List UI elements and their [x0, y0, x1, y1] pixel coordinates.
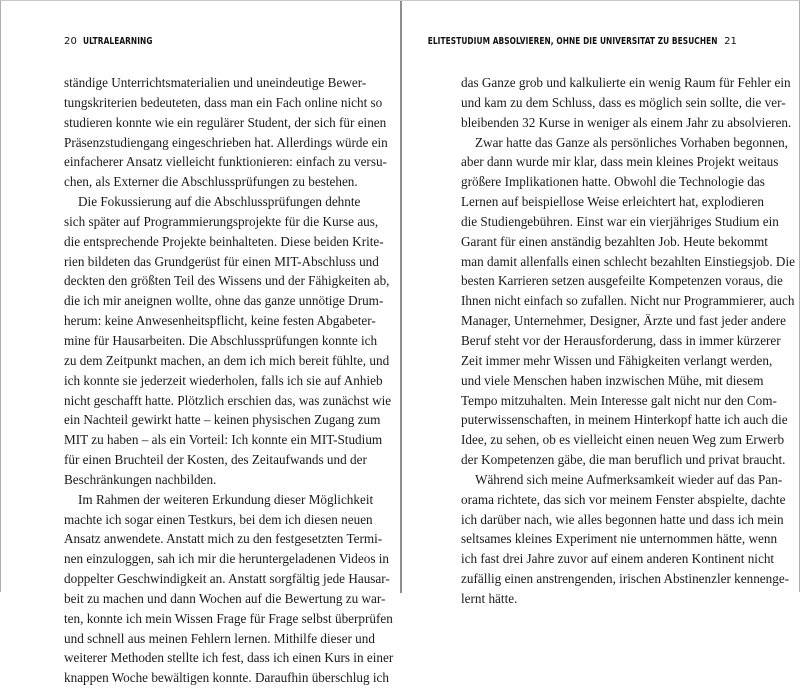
text-line: Während sich meine Aufmerksamkeit wieder auf das Pan-: [475, 471, 783, 487]
text-line: zufällig einen anstrengenden, irischen Abstinenzler kennenge-: [461, 571, 790, 587]
text-line: ich konnte sie jederzeit wiederholen, falls ich sie auf Anhieb: [64, 372, 383, 388]
text-line: einfacherer Ansatz vielleicht funktionieren: einfach zu versu-: [64, 154, 387, 170]
left-page-number: 20: [64, 36, 77, 47]
paragraph: [461, 73, 792, 133]
text-line: und viele Menschen haben inzwischen Mühe, mit diesem: [461, 372, 764, 388]
text-line: machte ich sogar einen Testkurs, bei dem ich diesen neuen: [64, 511, 373, 527]
text-line: mine für Hausarbeiten. Die Abschlussprüfungen konnte ich: [64, 332, 378, 348]
text-line: das Ganze grob und kalkulierte ein wenig Raum für Fehler ein: [461, 75, 791, 90]
text-line: orama richtete, das sich vor meinem Fenster abspielte, dachte: [461, 491, 786, 507]
text-line: rien bildeten das Grundgerüst für einen MIT-Abschluss und: [64, 253, 379, 269]
paragraph: [461, 133, 795, 470]
text-line: die entsprechende Projekte beinhalteten. Diese beiden Krite-: [64, 233, 384, 249]
text-line: Idee, zu sehen, ob es vielleicht einen neuen Weg zum Erwerb: [461, 432, 785, 448]
text-line: und schnell aus meinen Fehlern lernen. Mithilfe dieser und: [64, 630, 375, 646]
text-line: doppelter Geschwindigkeit an. Anstatt sorgfältig jede Hausar-: [64, 571, 390, 587]
text-line: Ihnen nicht einfach so zufallen. Nicht nur Programmierer, auch: [461, 293, 795, 309]
text-line: knappen Woche bewältigen konnte. Daraufhin überschlug ich: [64, 670, 389, 686]
left-page: [1, 1, 400, 686]
text-line: aber dann wurde mir klar, dass mein kleines Projekt weitaus: [461, 154, 779, 170]
text-line: ich fast drei Jahre zuvor auf einem anderen Kontinent nicht: [461, 551, 775, 567]
text-line: Manager, Unternehmer, Designer, Ärzte und fast jeder andere: [461, 313, 787, 329]
left-running-head: [64, 36, 172, 47]
text-line: seltsames kleines Experiment nie unternommen hätte, wenn: [461, 531, 778, 547]
text-line: ständige Unterrichtsmaterialien und uneindeutige Bewer-: [64, 75, 367, 90]
text-line: Beschränkungen nachbilden.: [64, 471, 217, 487]
left-running-title: ULTRALEARNING: [83, 36, 153, 47]
text-line: Präsenzstudiengang eingeschrieben hat. Allerdings würde ein: [64, 134, 388, 150]
text-line: Garant für einen anständig bezahlten Job. Heute bekommt: [461, 233, 768, 249]
text-line: MIT zu haben – als ein Vorteil: Ich konnte ein MIT-Studium: [64, 432, 383, 448]
text-line: die ich mir aneignen wollte, ohne das ganze unnötige Drum-: [64, 293, 384, 309]
right-running-head: [346, 36, 737, 47]
text-line: bleibenden 32 Kurse in weniger als einem Jahr zu absolvieren.: [461, 114, 792, 130]
text-line: beit zu machen und dann Wochen auf die Bewertung zu war-: [64, 590, 386, 606]
text-line: ten, konnte ich mein Wissen Frage für Frage selbst überprüfen: [64, 610, 393, 626]
right-body-text: [461, 73, 795, 609]
text-line: lernt hätte.: [461, 590, 518, 606]
text-line: Im Rahmen der weiteren Erkundung dieser Möglichkeit: [78, 491, 374, 507]
text-line: zu dem Zeitpunkt machen, an dem ich mich bereit fühlte, und: [64, 352, 390, 368]
right-page: [402, 1, 800, 606]
text-line: ich darüber nach, wie alles begonnen hatte und dass ich mein: [461, 511, 784, 527]
right-running-title: ELITESTUDIUM ABSOLVIEREN, OHNE DIE UNIVERSITÄT ZU BESUCHEN: [428, 36, 718, 47]
paragraph: [64, 490, 394, 688]
text-line: und kam zu dem Schluss, dass es möglich sein sollte, die ver-: [461, 94, 786, 110]
text-line: Tempo mitzuhalten. Mein Interesse galt nicht nur den Com-: [461, 392, 777, 408]
text-line: nen einzuloggen, sah ich mir die heruntergeladenen Videos in: [64, 551, 390, 567]
text-line: weiterer Methoden stellte ich fest, dass ich einen Kurs in einer: [64, 650, 394, 666]
text-line: tungskriterien bedeuteten, dass man ein Fach online nicht so: [64, 94, 383, 110]
text-line: chen, als Externer die Abschlussprüfungen zu bestehen.: [64, 174, 358, 190]
paragraph: [64, 192, 392, 490]
text-line: studieren konnte wie ein regulärer Student, der sich für einen: [64, 114, 387, 130]
text-line: für einen Bruchteil der Kosten, des Zeitaufwands und der: [64, 452, 367, 468]
text-line: besten Karrieren setzen ausgefeilte Kompetenzen voraus, die: [461, 273, 783, 289]
left-body-text: [64, 73, 394, 688]
text-line: sich später auf Programmierungsprojekte für die Kurse aus,: [64, 213, 379, 229]
text-line: ein Nachteil gewirkt hatte – keinen physischen Zugang zum: [64, 412, 381, 428]
paragraph: [461, 470, 790, 609]
text-line: die Studiengebühren. Einst war ein vierjähriges Studium ein: [461, 213, 779, 229]
paragraph: [64, 73, 388, 192]
text-line: puterwissenschaften, in meinem Hinterkopf hatte ich auch die: [461, 412, 788, 428]
text-line: man damit allenfalls einen schlecht bezahlten Einstiegsjob. Die: [461, 253, 795, 269]
text-line: deckten den größten Teil des Wissens und der Fähigkeiten ab,: [64, 273, 390, 289]
right-page-number: 21: [724, 36, 737, 47]
text-line: Zeit immer mehr Wissen und Fähigkeiten verlangt werden,: [461, 352, 773, 368]
text-line: größere Implikationen hatte. Obwohl die Technologie das: [461, 174, 765, 190]
text-line: Ansatz anwendete. Anstatt mich zu den festgesetzten Termi-: [64, 531, 383, 547]
text-line: der Kompetenzen gäbe, die man beruflich und privat braucht.: [461, 452, 786, 468]
text-line: nicht geschafft hatte. Plötzlich erschien das, was zunächst wie: [64, 392, 392, 408]
text-line: Die Fokussierung auf die Abschlussprüfungen dehnte: [78, 194, 361, 210]
text-line: Zwar hatte das Ganze als persönliches Vorhaben begonnen,: [475, 134, 788, 150]
text-line: Beruf steht vor der Herausforderung, dass in immer kürzerer: [461, 332, 781, 348]
text-line: Lernen auf beispiellose Weise erleichtert hat, explodieren: [461, 194, 764, 210]
text-line: herum: keine Anwesenheitspflicht, keine festen Abgabeter-: [64, 313, 376, 329]
